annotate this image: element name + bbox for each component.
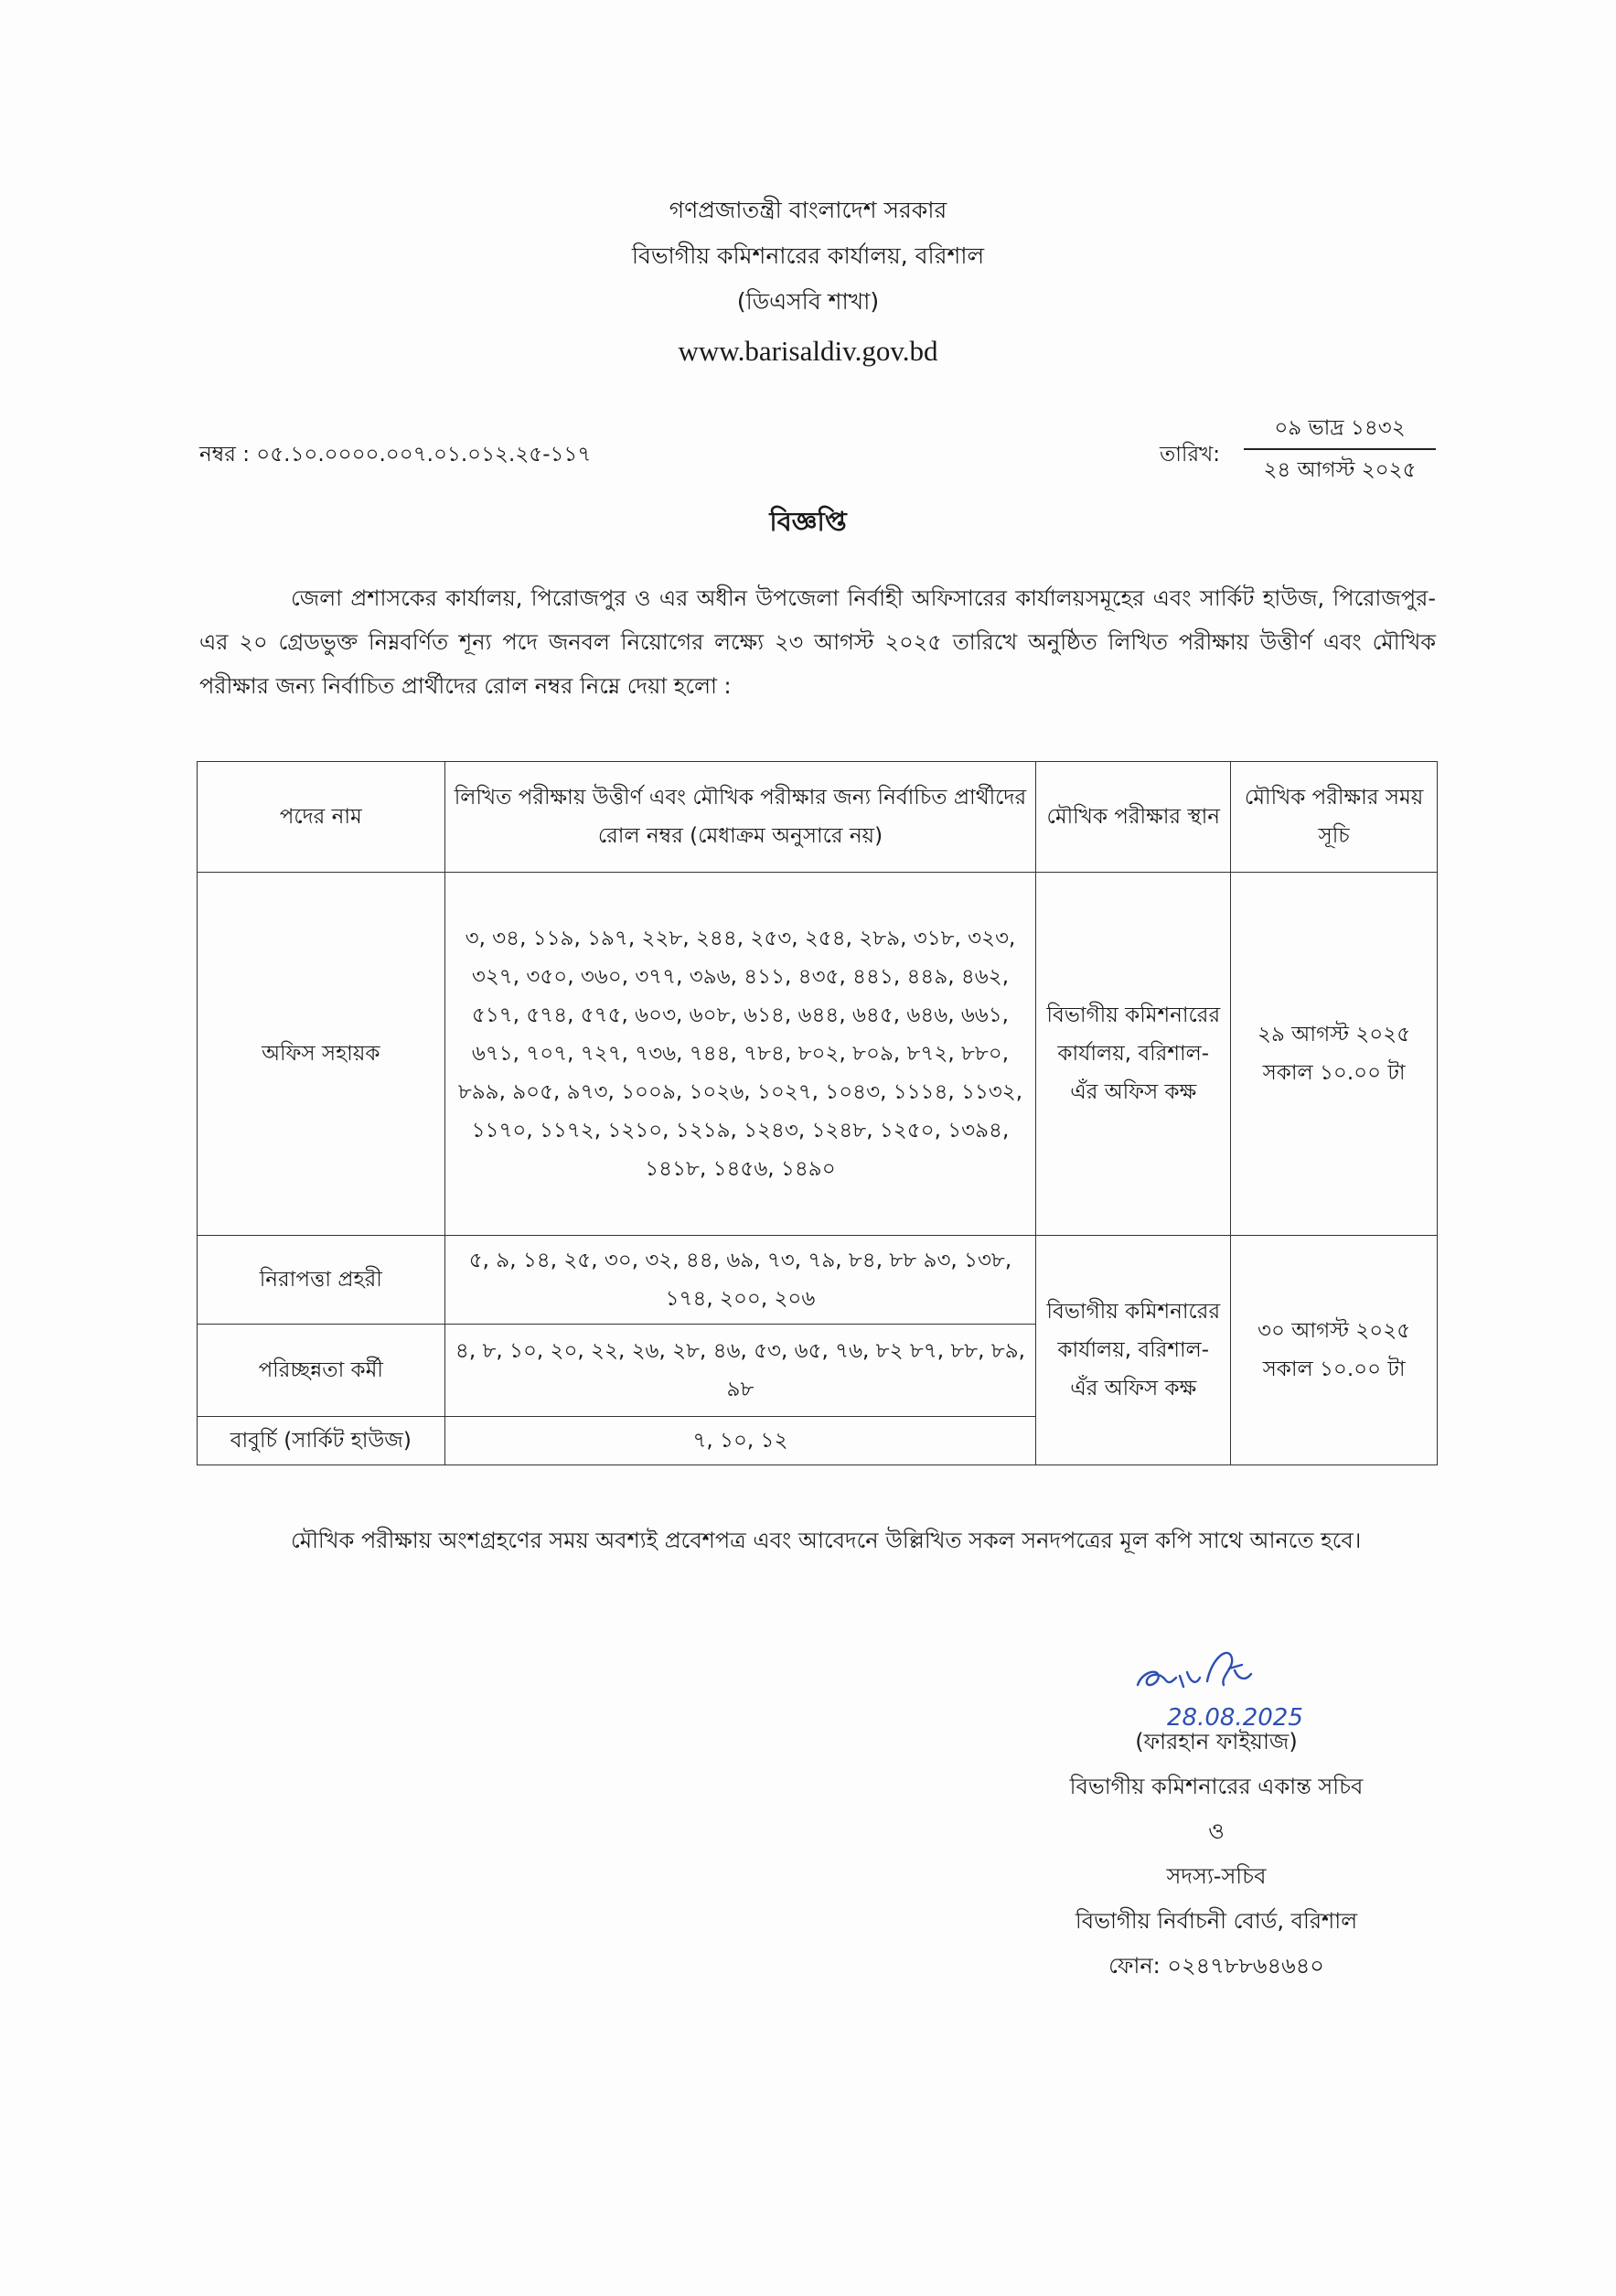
instruction-paragraph: মৌখিক পরীক্ষায় অংশগ্রহণের সময় অবশ্যই প্রবেশপত্র এবং আবেদনে উল্লিখিত সকল সনদপত্রের মূল কপি সাথে আনতে হবে। xyxy=(291,1528,1362,1553)
header-rolls: লিখিত পরীক্ষায় উত্তীর্ণ এবং মৌখিক পরীক্ষার জন্য নির্বাচিত প্রার্থীদের রোল নম্বর (মেধাক্রম অনুসারে নয়) xyxy=(444,762,1036,873)
signature-block xyxy=(988,1720,1445,1989)
signatory-phone: ফোন: ০২৪৭৮৮৬৪৬৪০ xyxy=(1108,1953,1324,1979)
roll-numbers: ৫, ৯, ১৪, ২৫, ৩০, ৩২, ৪৪, ৬৯, ৭৩, ৭৯, ৮৪, ৮৮ ৯৩, ১৩৮, ১৭৪, ২০০, ২০৬ xyxy=(444,1236,1036,1325)
date-english: ২৪ আগস্ট ২০২৫ xyxy=(1263,458,1417,482)
roll-numbers: ৪, ৮, ১০, ২০, ২২, ২৬, ২৮, ৪৬, ৫৩, ৬৫, ৭৬, ৮২ ৮৭, ৮৮, ৮৯, ৯৮ xyxy=(444,1325,1036,1417)
date-bangla: ০৯ ভাদ্র ১৪৩২ xyxy=(1244,410,1436,450)
signatory-and: ও xyxy=(1208,1819,1225,1844)
svg-text:28.08.2025: 28.08.2025 xyxy=(1167,1704,1303,1732)
office-name: বিভাগীয় কমিশনারের কার্যালয়, বরিশাল xyxy=(631,242,985,269)
exam-venue: বিভাগীয় কমিশনারের কার্যালয়, বরিশাল-এঁর অফিস কক্ষ xyxy=(1036,1236,1231,1465)
post-name: অফিস সহায়ক xyxy=(198,873,445,1236)
post-name: পরিচ্ছন্নতা কর্মী xyxy=(198,1325,445,1417)
header-schedule: মৌখিক পরীক্ষার সময় সূচি xyxy=(1231,762,1438,873)
post-name: বাবুর্চি (সার্কিট হাউজ) xyxy=(198,1417,445,1465)
header-venue: মৌখিক পরীক্ষার স্থান xyxy=(1036,762,1231,873)
signatory-title-3: বিভাগীয় নির্বাচনী বোর্ড, বরিশাল xyxy=(1075,1908,1358,1934)
exam-schedule: ৩০ আগস্ট ২০২৫ সকাল ১০.০০ টা xyxy=(1231,1236,1438,1465)
post-name: নিরাপত্তা প্রহরী xyxy=(198,1236,445,1325)
branch-name: (ডিএসবি শাখা) xyxy=(736,288,880,315)
signatory-title-2: সদস্য-সচিব xyxy=(1166,1863,1267,1889)
roll-numbers: ৭, ১০, ১২ xyxy=(444,1417,1036,1465)
memo-number: নম্বর : ০৫.১০.০০০০.০০৭.০১.০১২.২৫-১১৭ xyxy=(199,443,592,467)
signatory-name: (ফারহান ফাইয়াজ) xyxy=(1135,1729,1298,1754)
results-table xyxy=(197,761,1438,1465)
exam-schedule: ২৯ আগস্ট ২০২৫ সকাল ১০.০০ টা xyxy=(1231,873,1438,1236)
govt-name: গণপ্রজাতন্ত্রী বাংলাদেশ সরকার xyxy=(669,197,947,223)
date-values xyxy=(1244,410,1436,490)
exam-venue: বিভাগীয় কমিশনারের কার্যালয়, বরিশাল-এঁর অফিস কক্ষ xyxy=(1036,873,1231,1236)
header-post: পদের নাম xyxy=(198,762,445,873)
date-label: তারিখ: xyxy=(1160,443,1221,467)
letterhead xyxy=(0,188,1616,378)
roll-numbers: ৩, ৩৪, ১১৯, ১৯৭, ২২৮, ২৪৪, ২৫৩, ২৫৪, ২৮৯, ৩১৮, ৩২৩, ৩২৭, ৩৫০, ৩৬০, ৩৭৭, ৩৯৬, ৪১১, ৪৩৫, ৪৪১, ৪৪৯, ৪৬২, ৫১৭, ৫৭৪, ৫৭৫, ৬০৩, ৬০৮, ৬১৪, ৬৪৪, ৬৪৫, ৬৪৬, ৬৬১, ৬৭১, ৭০৭, ৭২৭, ৭৩৬, ৭৪৪, ৭৮৪, ৮০২, ৮০৯, ৮৭২, ৮৮০, ৮৯৯, ৯০৫, ৯৭৩, ১০০৯, ১০২৬, ১০২৭, ১০৪৩, ১১১৪, ১১৩২, ১১৭০, ১১৭২, ১২১০, ১২১৯, ১২৪৩, ১২৪৮, ১২৫০, ১৩৯৪, ১৪১৮, ১৪৫৬, ১৪৯০ xyxy=(444,873,1036,1236)
table-header-row xyxy=(198,762,1438,873)
signatory-title-1: বিভাগীয় কমিশনারের একান্ত সচিব xyxy=(1069,1774,1364,1799)
website: www.barisaldiv.gov.bd xyxy=(678,335,938,367)
table-row xyxy=(198,1236,1438,1325)
intro-paragraph: জেলা প্রশাসকের কার্যালয়, পিরোজপুর ও এর অধীন উপজেলা নির্বাহী অফিসারের কার্যালয়সমূহের এবং সার্কিট হাউজ, পিরোজপুর-এর ২০ গ্রেডভুক্ত নিম্নবর্ণিত শূন্য পদে জনবল নিয়োগের লক্ষ্যে ২৩ আগস্ট ২০২৫ তারিখে অনুষ্ঠিত লিখিত পরীক্ষায় উত্তীর্ণ এবং মৌখিক পরীক্ষার জন্য নির্বাচিত প্রার্থীদের রোল নম্বর নিম্নে দেয়া হলো : xyxy=(199,585,1436,699)
table-row xyxy=(198,873,1438,1236)
notice-title: বিজ্ঞপ্তি xyxy=(769,506,847,537)
